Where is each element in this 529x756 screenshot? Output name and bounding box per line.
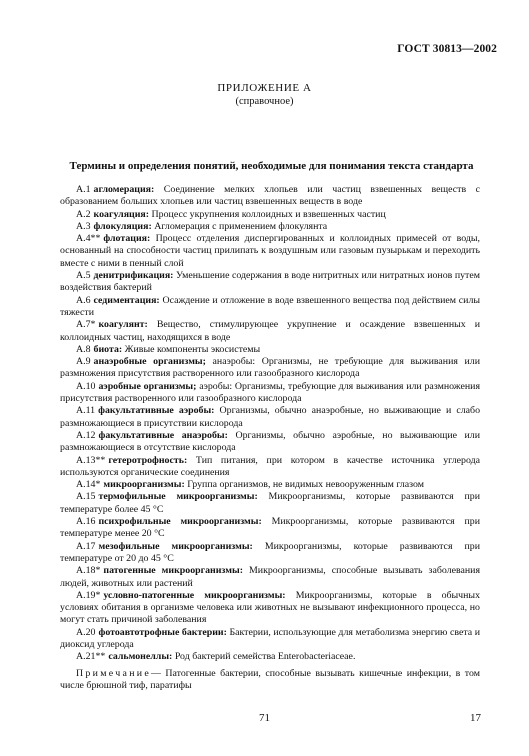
definition-entry <box>60 233 480 270</box>
entry-number: A.15 <box>76 491 96 503</box>
definition-entry <box>60 221 480 233</box>
entry-term: агломерация: <box>93 184 155 195</box>
entry-term: коагулянт: <box>98 319 148 331</box>
standard-number-header: ГОСТ 30813—2002 <box>397 43 497 55</box>
note-label: Примечание <box>76 667 152 679</box>
definition-entry <box>60 627 480 652</box>
entry-term: флотация: <box>103 233 151 245</box>
entry-definition: Агломерация с применением флокулянта <box>154 220 328 232</box>
entry-term: сальмонеллы: <box>108 651 173 663</box>
entry-term: денитрификация: <box>93 270 174 282</box>
entry-term: факультативные аэробы: <box>98 405 215 417</box>
entry-number: A.8 <box>76 343 91 355</box>
entry-definition: Бактерии, использующие для метаболизма энергию света и диоксид углерода <box>60 626 480 650</box>
entry-number: A.3 <box>76 220 91 232</box>
entry-definition: Микроорганизмы, которые в обычных условиях обитания в организме человека или животных не вызывают инфекционного процесса, но могут стать причиной заболевания <box>60 589 481 626</box>
definition-entry <box>60 491 480 516</box>
page-number-center: 71 <box>259 712 270 724</box>
entry-term: фотоавтотрофные бактерии: <box>98 626 227 638</box>
appendix-title: ПРИЛОЖЕНИЕ А <box>217 82 312 94</box>
page-number-right: 17 <box>470 712 481 724</box>
entry-number: A.18* <box>76 565 101 577</box>
definition-entry <box>60 295 480 320</box>
entry-definition: анаэробы: Организмы, не требующие для выживания или размножения присутствия растворенного или газообразного кислорода <box>60 356 480 380</box>
entry-definition: Вещество, стимулирующее укрупнение и осаждение взвешенных и коллоидных частиц, находящихся в воде <box>60 319 481 343</box>
entry-term: термофильные микроорганизмы: <box>98 491 258 503</box>
entry-number: A.21** <box>76 651 106 663</box>
entry-term: гетеротрофность: <box>108 454 188 466</box>
entry-term: мезофильные микроорганизмы: <box>98 540 253 552</box>
entry-term: патогенные микроорганизмы: <box>103 565 243 577</box>
entry-definition: Осаждение и отложение в воде взвешенного вещества под действием силы тяжести <box>60 294 481 318</box>
entry-number: A.4** <box>76 233 101 245</box>
entry-term: биота: <box>93 343 123 355</box>
entry-definition: Род бактерий семейства Enterobacteriaceae. <box>174 651 356 663</box>
definition-entry <box>60 184 480 209</box>
entry-number: A.7* <box>76 319 96 331</box>
entry-definition: Процесс укрупнения коллоидных и взвешенных частиц <box>151 208 386 220</box>
entry-number: A.14* <box>76 479 101 491</box>
entry-definition: Соединение мелких хлопьев или частиц взвешенных веществ с образованием больших хлопьев или частиц взвешенных веществ в воде <box>60 184 480 208</box>
entry-term: анаэробные организмы; <box>93 356 206 368</box>
entry-term: микроорганизмы: <box>103 479 185 491</box>
definition-entry <box>60 590 480 627</box>
entry-number: A.17 <box>76 540 96 552</box>
definition-entry <box>60 381 480 406</box>
entry-definition: Живые компоненты экосистемы <box>124 343 261 355</box>
entry-number: A.20 <box>76 626 96 638</box>
entry-definition: Организмы, обычно анаэробные, но выживающие и слабо размножающиеся в присутствии кислорода <box>60 405 481 429</box>
definition-entry <box>60 209 480 221</box>
definition-entry <box>60 479 480 491</box>
note-paragraph <box>60 668 480 693</box>
note-text: — Патогенные бактерии, способные вызывать кишечные инфекции, в том числе брюшной тиф, паратифы <box>60 667 480 691</box>
entry-number: A.6 <box>76 294 91 306</box>
definitions-list <box>60 184 480 692</box>
definition-entry <box>60 455 480 480</box>
entry-term: факультативные анаэробы: <box>98 429 228 441</box>
definition-entry <box>60 405 480 430</box>
entry-definition: Организмы, обычно аэробные, но выживающие или размножающиеся в отсутствие кислорода <box>60 429 481 454</box>
entry-number: A.5 <box>76 270 91 282</box>
entry-definition: Микроорганизмы, способные вызывать заболевания людей, животных или растений <box>60 565 481 589</box>
entry-number: A.2 <box>76 208 91 220</box>
entry-number: A.9 <box>76 356 91 368</box>
entry-number: A.19* <box>76 589 101 601</box>
entry-term: аэробные организмы; <box>98 380 197 392</box>
entry-definition: Уменьшение содержания в воде нитритных или нитратных ионов путем воздействия бактерий <box>60 270 480 294</box>
entry-term: коагуляция: <box>93 208 150 220</box>
definition-entry <box>60 565 480 590</box>
entries-container <box>60 184 480 664</box>
entry-number: A.16 <box>76 516 96 528</box>
entry-definition: Группа организмов, не видимых невооруженным глазом <box>187 479 425 491</box>
definition-entry <box>60 541 480 566</box>
definition-entry <box>60 344 480 356</box>
definition-entry <box>60 430 480 455</box>
entry-number: A.10 <box>76 380 96 392</box>
definition-entry <box>60 319 480 344</box>
entry-term: психрофильные микроорганизмы: <box>98 516 262 528</box>
definition-entry <box>60 270 480 295</box>
appendix-subtitle: (справочное) <box>235 96 294 107</box>
entry-definition: Микроорганизмы, которые развиваются при температуре менее 20 °С <box>60 516 481 540</box>
entry-term: седиментация: <box>93 294 160 306</box>
entry-term: условно-патогенные микроорганизмы: <box>103 589 286 601</box>
entry-number: A.11 <box>76 405 96 417</box>
entry-number: A.13** <box>76 454 106 466</box>
entry-definition: Тип питания, при котором в качестве источника углерода используются органические соединения <box>60 454 481 478</box>
entry-number: A.12 <box>76 429 96 441</box>
definition-entry <box>60 356 480 381</box>
definition-entry <box>60 651 480 663</box>
entry-definition: Процесс отделения диспергированных и коллоидных примесей от воды, основанный на способности частиц прилипать к воздушным или газовым пузырькам и переходить вместе с ними в пенный слой <box>60 233 480 269</box>
entry-definition: аэробы: Организмы, требующие для выживания или размножения присутствия растворенного или газообразного кислорода <box>60 380 480 405</box>
section-title: Термины и определения понятий, необходимые для понимания текста стандарта <box>69 160 474 172</box>
definition-entry <box>60 516 480 541</box>
entry-term: флокуляция: <box>93 220 152 232</box>
entry-definition: Микроорганизмы, которые развиваются при температуре более 45 °С <box>60 491 480 515</box>
entry-definition: Микроорганизмы, которые развиваются при температуре от 20 до 45 °С <box>60 540 481 564</box>
entry-number: A.1 <box>76 184 91 195</box>
